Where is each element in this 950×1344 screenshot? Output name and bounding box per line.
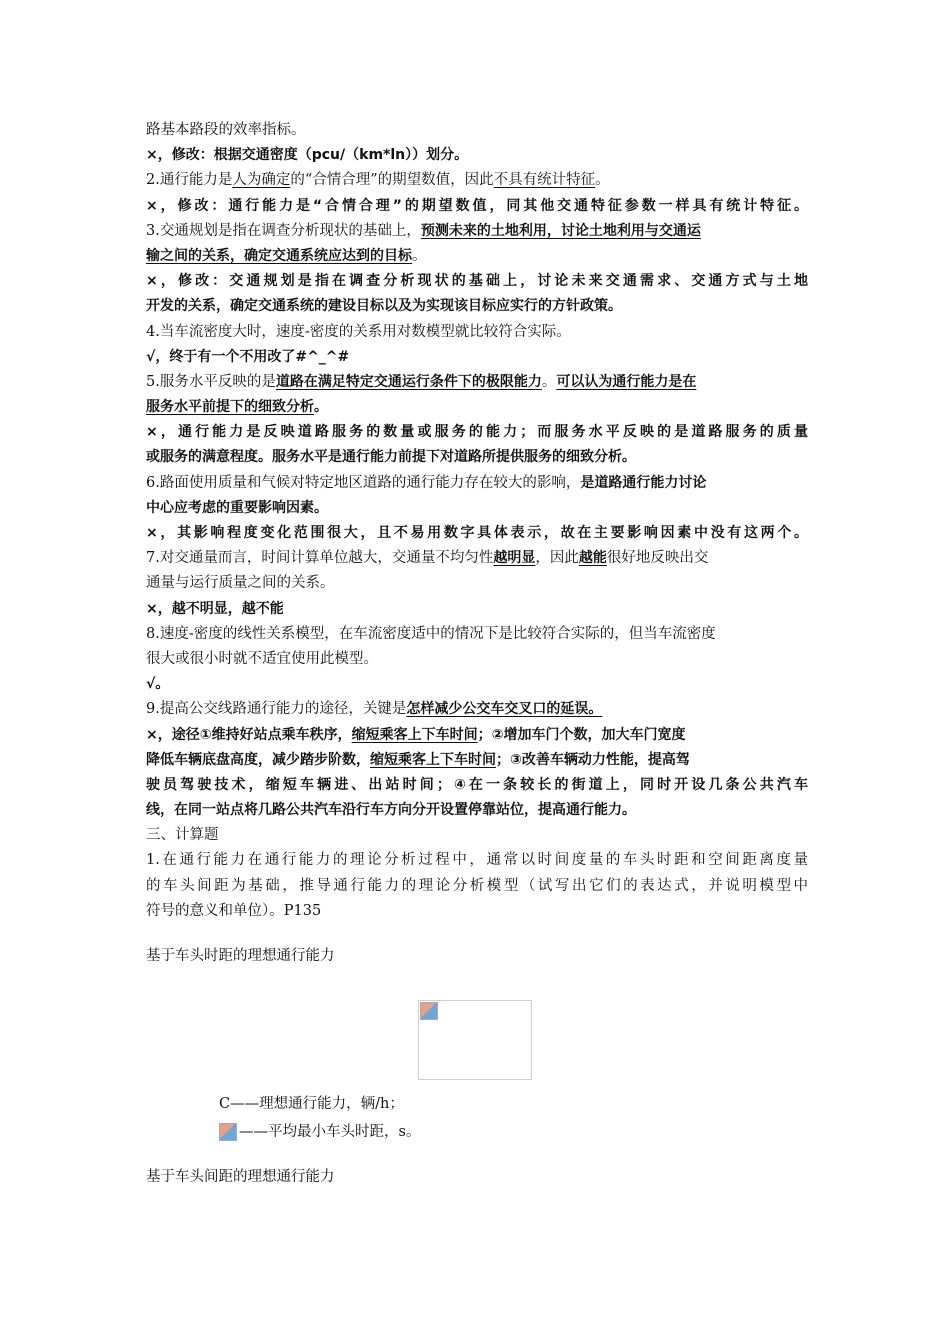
question-line xyxy=(146,370,808,395)
question-line xyxy=(146,395,808,420)
text: 降低车辆底盘高度，减少踏步阶数， xyxy=(146,751,370,768)
text: ；③改善车辆动力性能，提高驾 xyxy=(496,751,690,768)
answer-line: ×，修改：通行能力是“合情合理”的期望数值，同其他交通特征参数一样具有统计特征。 xyxy=(146,197,808,214)
underlined-text: 怎样减少公交车交叉口的延误。 xyxy=(406,701,603,718)
answer-line: ×，修改：根据交通密度（pcu/（km*ln））划分。 xyxy=(146,147,469,164)
underlined-text: 道路在满足特定交通运行条件下的极限能力 xyxy=(275,373,542,390)
text: 。 xyxy=(314,399,328,416)
question-line: 的车头间距为基础，推导通行能力的理论分析模型（试写出它们的表达式，并说明模型中 xyxy=(146,877,808,894)
answer-line: ×，通行能力是反映道路服务的数量或服务的能力；而服务水平反映的是道路服务的质量 xyxy=(146,424,808,441)
subheading-space-headway: 基于车头间距的理想通行能力 xyxy=(146,1169,335,1185)
question-line xyxy=(146,168,808,193)
underlined-text: 服务水平前提下的细致分析 xyxy=(146,399,314,416)
section-heading: 三、计算题 xyxy=(146,827,219,844)
answer-line: ×，越不明显，越不能 xyxy=(146,600,284,617)
underlined-text: 缩短乘客上下车时间 xyxy=(351,726,478,743)
answer-line xyxy=(146,748,808,773)
definition-c: C——理想通行能力，辆/h； xyxy=(219,1096,404,1112)
text: 5.服务水平反映的是 xyxy=(146,373,276,390)
text: ——平均最小车头时距，s。 xyxy=(239,1124,421,1140)
answer-line: √，终于有一个不用改了#^_^# xyxy=(146,348,350,365)
text: ；②增加车门个数，加大车门宽度 xyxy=(477,726,686,743)
underlined-text: 可以认为通行能力是在 xyxy=(556,373,697,390)
underlined-text: 输之间的关系，确定交通系统应达到的目标 xyxy=(146,247,412,264)
answer-line: 或服务的满意程度。服务水平是通行能力前提下对道路所提供服务的细致分析。 xyxy=(146,449,636,466)
question-line xyxy=(146,546,808,571)
question-line xyxy=(146,219,808,244)
answer-line: 驶员驾驶技术，缩短车辆进、出站时间；④在一条较长的街道上，同时开设几条公共汽车 xyxy=(146,776,808,793)
text: 很好地反映出交 xyxy=(606,550,709,567)
underlined-text: 人为确定 xyxy=(232,172,291,189)
text: 。 xyxy=(541,373,557,390)
answer-line: ×，修改：交通规划是指在调查分析现状的基础上，讨论未来交通需求、交通方式与土地 xyxy=(146,273,808,290)
text: 3.交通规划是指在调查分析现状的基础上， xyxy=(146,222,421,239)
question-line: 通量与运行质量之间的关系。 xyxy=(146,575,335,592)
text: 6.路面使用质量和气候对特定地区道路的通行能力存在较大的影响， xyxy=(146,474,581,491)
formula-image xyxy=(418,1000,532,1080)
question-line xyxy=(146,244,808,269)
answer-line: √。 xyxy=(146,676,170,693)
underlined-text: 不具有统计特征 xyxy=(493,172,596,189)
question-line: 4.当车流密度大时，速度-密度的关系用对数模型就比较符合实际。 xyxy=(146,323,571,340)
text: 9.提高公交线路通行能力的途径，关键是 xyxy=(146,701,407,718)
question-line: 很大或很小时就不适宜使用此模型。 xyxy=(146,650,378,667)
question-line: 符号的意义和单位）。P135 xyxy=(146,902,322,919)
question-line: 1.在通行能力在通行能力的理论分析过程中，通常以时间度量的车头时距和空间距离度量 xyxy=(146,852,808,869)
underlined-text: 越明显 xyxy=(493,550,536,567)
text: 2.通行能力是 xyxy=(146,172,233,189)
definition-headway xyxy=(219,1120,420,1145)
broken-image-icon xyxy=(219,1123,237,1141)
question-line: 8.速度-密度的线性关系模型，在车流密度适中的情况下是比较符合实际的，但当车流密度 xyxy=(146,625,716,642)
question-line xyxy=(146,697,808,722)
broken-image-icon xyxy=(420,1002,438,1020)
question-line xyxy=(146,471,808,496)
bold-text: 是道路通行能力讨论 xyxy=(580,474,707,491)
line: 路基本路段的效率指标。 xyxy=(146,122,306,138)
answer-line: 开发的关系，确定交通系统的建设目标以及为实现该目标应实行的方针政策。 xyxy=(146,298,622,315)
subheading-time-headway: 基于车头时距的理想通行能力 xyxy=(146,948,335,964)
text: 的“合情合理”的期望数值，因此 xyxy=(290,172,494,189)
underlined-text: 缩短乘客上下车时间 xyxy=(370,751,496,768)
text: 7.对交通量而言，时间计算单位越大，交通量不均匀性 xyxy=(146,550,494,567)
text: ，因此 xyxy=(535,550,579,567)
document-body xyxy=(146,118,808,924)
text: 。 xyxy=(412,247,427,264)
answer-line: 线，在同一站点将几路公共汽车沿行车方向分开设置停靠站位，提高通行能力。 xyxy=(146,802,636,819)
question-line: 中心应考虑的重要影响因素。 xyxy=(146,499,328,516)
underlined-text: 预测未来的土地利用，讨论土地利用与交通运 xyxy=(420,222,701,239)
answer-line xyxy=(146,723,808,748)
answer-line: ×，其影响程度变化范围很大，且不易用数字具体表示，故在主要影响因素中没有这两个。 xyxy=(146,525,808,541)
underlined-text: 越能 xyxy=(578,550,607,567)
text: ×，途径①维持好站点乘车秩序， xyxy=(146,726,352,743)
text: 。 xyxy=(595,172,610,189)
